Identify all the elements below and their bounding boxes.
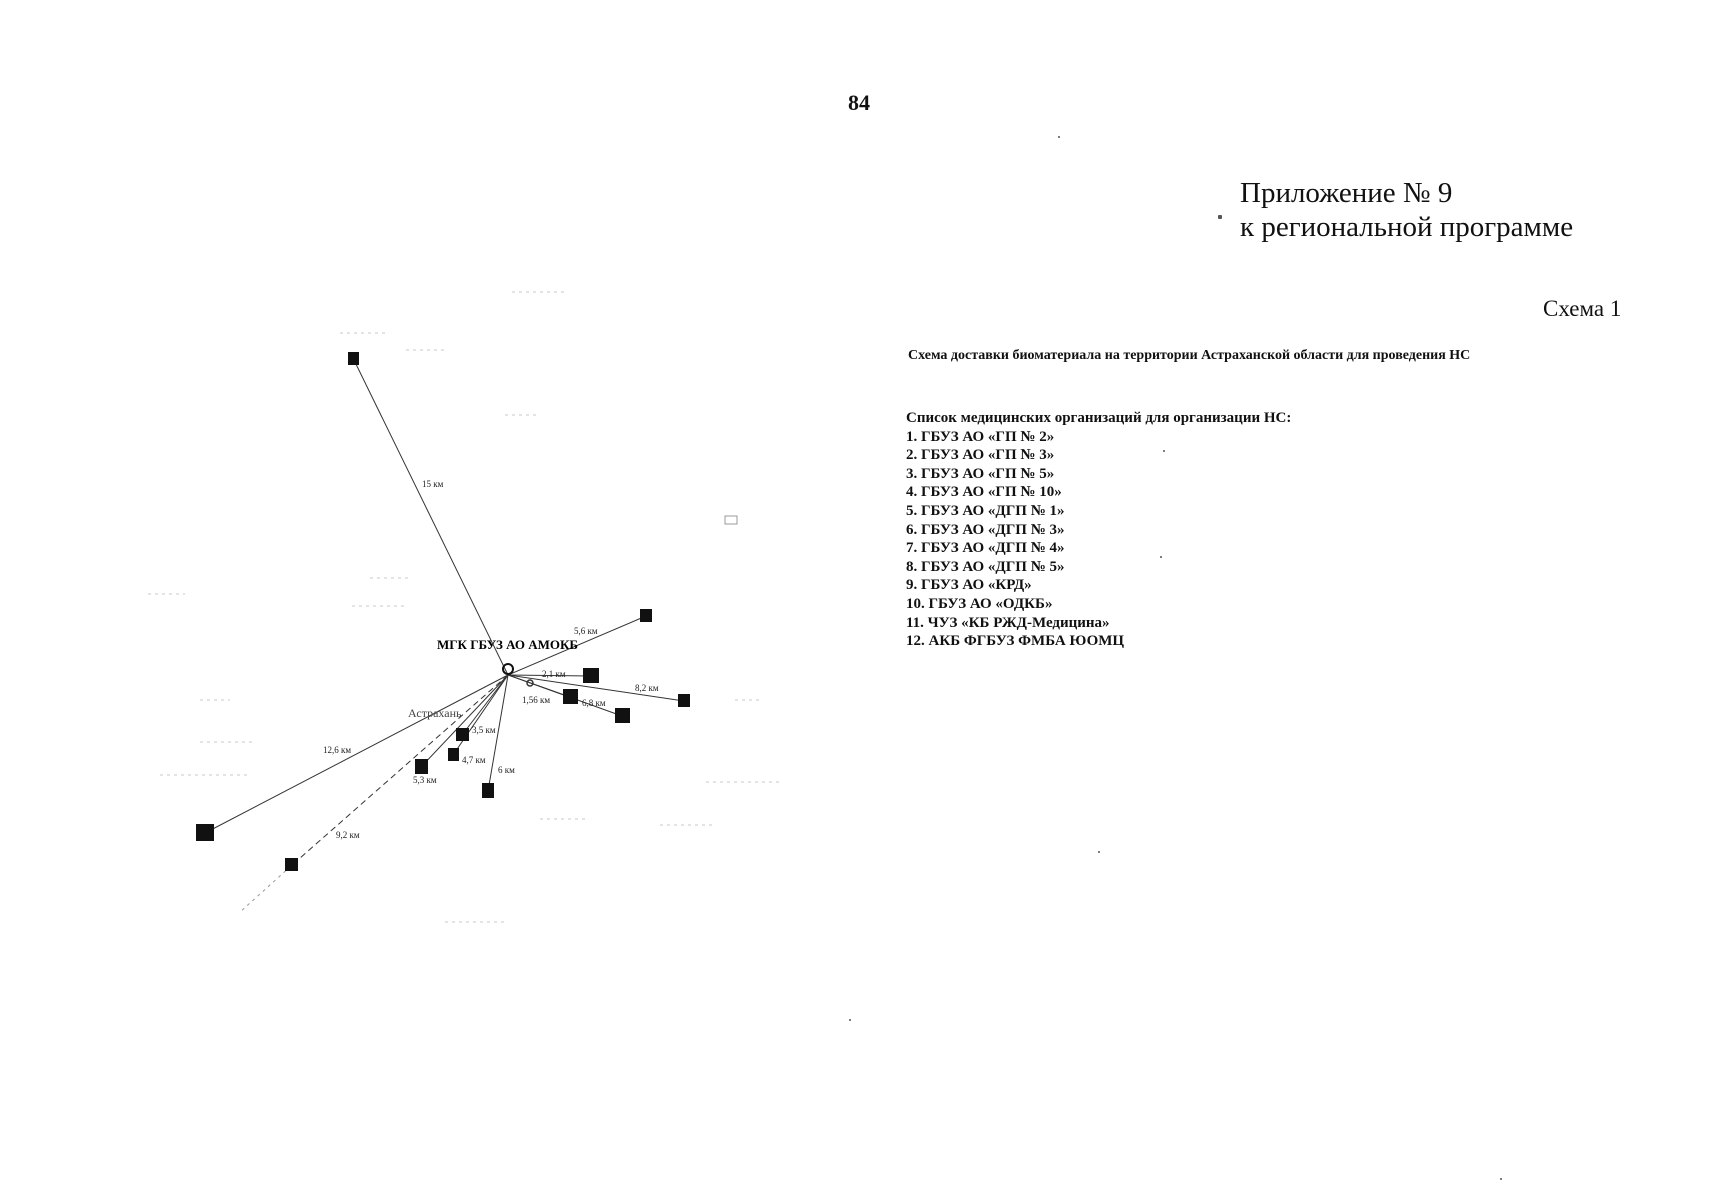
list-item: 9. ГБУЗ АО «КРД» <box>906 577 1032 594</box>
scan-speck <box>1160 556 1162 558</box>
list-item: 7. ГБУЗ АО «ДГП № 4» <box>906 540 1065 557</box>
list-item: 10. ГБУЗ АО «ОДКБ» <box>906 595 1053 612</box>
distance-label: 9,2 км <box>336 830 360 840</box>
organization-marker-icon <box>415 759 428 774</box>
organization-marker-icon <box>196 824 214 841</box>
distance-label: 2,1 км <box>542 669 566 679</box>
scan-speck <box>849 1019 851 1021</box>
list-item: 1. ГБУЗ АО «ГП № 2» <box>906 428 1055 445</box>
distance-label: 5,6 км <box>574 626 598 636</box>
organization-marker-icon <box>348 352 359 365</box>
list-item: 2. ГБУЗ АО «ГП № 3» <box>906 447 1055 464</box>
list-item: 3. ГБУЗ АО «ГП № 5» <box>906 465 1055 482</box>
route-9-2km <box>291 675 508 866</box>
organization-markers <box>196 352 690 871</box>
organization-marker-icon <box>482 783 494 798</box>
distance-label: 1,56 км <box>522 695 551 705</box>
distance-label: 4,7 км <box>462 755 486 765</box>
distance-label: 3,5 км <box>472 725 496 735</box>
city-label: Астрахань <box>408 706 462 720</box>
list-item: 11. ЧУЗ «КБ РЖД-Медицина» <box>906 614 1110 631</box>
route-15km <box>353 358 508 675</box>
scheme-label: Схема 1 <box>1543 296 1622 321</box>
scan-speck <box>1218 215 1222 219</box>
scan-speck <box>1500 1178 1502 1180</box>
hub-marker-icon <box>503 664 513 674</box>
organization-marker-icon <box>678 694 690 707</box>
list-item: 4. ГБУЗ АО «ГП № 10» <box>906 484 1062 501</box>
distance-label: 6 км <box>498 765 515 775</box>
organization-marker-icon <box>583 668 599 683</box>
list-item: 8. ГБУЗ АО «ДГП № 5» <box>906 558 1065 575</box>
hub-label: МГК ГБУЗ АО АМОКБ <box>437 637 579 652</box>
route-12-6km <box>205 675 508 833</box>
distance-label: 6,8 км <box>582 698 606 708</box>
appendix-line-2: к региональной программе <box>1240 211 1574 243</box>
organization-marker-icon <box>640 609 652 622</box>
organization-list-header: Список медицинских организаций для организации НС: <box>906 410 1292 426</box>
organization-marker-icon <box>448 748 459 761</box>
appendix-line-1: Приложение № 9 <box>1240 177 1453 209</box>
organization-marker-icon <box>615 708 630 723</box>
organization-marker-icon <box>285 858 298 871</box>
distance-label: 15 км <box>422 479 444 489</box>
scan-speck <box>1163 450 1165 452</box>
distance-label: 5,3 км <box>413 775 437 785</box>
list-item: 6. ГБУЗ АО «ДГП № 3» <box>906 521 1065 538</box>
scan-speck <box>1058 136 1060 138</box>
page-number: 84 <box>848 90 870 115</box>
distance-label: 8,2 км <box>635 683 659 693</box>
faint-map-background <box>148 292 780 922</box>
list-item: 5. ГБУЗ АО «ДГП № 1» <box>906 502 1065 519</box>
distance-label: 12,6 км <box>323 745 352 755</box>
organization-marker-icon <box>456 728 469 741</box>
delivery-routes <box>205 358 684 912</box>
organization-marker-icon <box>563 689 578 704</box>
list-item: 12. АКБ ФГБУЗ ФМБА ЮОМЦ <box>906 633 1125 650</box>
scan-speck <box>1098 851 1100 853</box>
scheme-title: Схема доставки биоматериала на территории Астраханской области для проведения НС <box>908 348 1471 363</box>
